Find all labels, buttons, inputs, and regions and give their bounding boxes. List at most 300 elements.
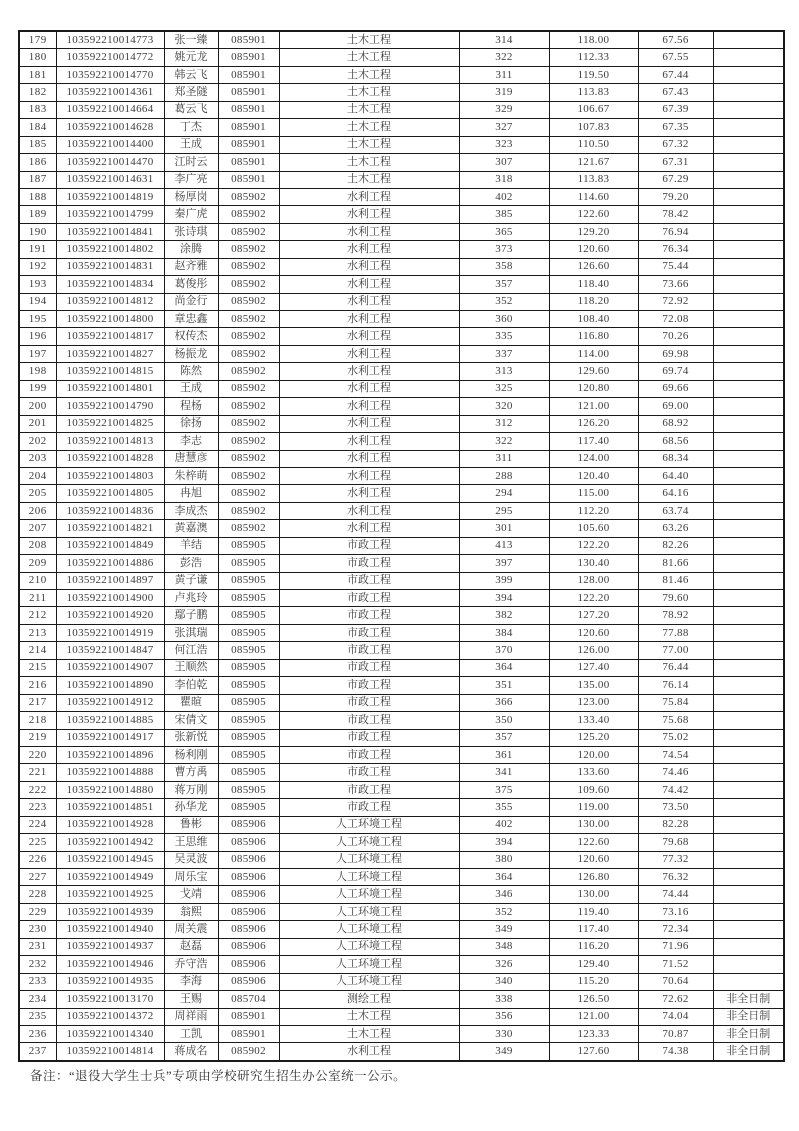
cell-note — [713, 119, 784, 136]
cell-initial-score: 341 — [459, 764, 549, 781]
cell-major-code: 085704 — [218, 991, 279, 1008]
cell-note — [713, 206, 784, 223]
cell-retest-score: 121.67 — [549, 154, 638, 171]
cell-retest-score: 115.20 — [549, 973, 638, 990]
cell-note — [713, 712, 784, 729]
cell-total-score: 79.60 — [638, 590, 713, 607]
cell-initial-score: 356 — [459, 1008, 549, 1025]
cell-initial-score: 335 — [459, 328, 549, 345]
cell-major-name: 水利工程 — [279, 258, 459, 275]
cell-candidate-id: 103592210013170 — [56, 991, 164, 1008]
cell-total-score: 71.52 — [638, 956, 713, 973]
cell-major-name: 土木工程 — [279, 66, 459, 83]
cell-no: 220 — [19, 746, 56, 763]
cell-major-name: 人工环境工程 — [279, 903, 459, 920]
cell-total-score: 76.32 — [638, 869, 713, 886]
cell-no: 224 — [19, 816, 56, 833]
cell-candidate-id: 103592210014812 — [56, 293, 164, 310]
cell-major-name: 市政工程 — [279, 729, 459, 746]
cell-candidate-id: 103592210014831 — [56, 258, 164, 275]
cell-total-score: 73.50 — [638, 799, 713, 816]
table-row — [19, 467, 784, 484]
cell-total-score: 76.44 — [638, 659, 713, 676]
cell-retest-score: 135.00 — [549, 677, 638, 694]
cell-note — [713, 241, 784, 258]
cell-initial-score: 397 — [459, 555, 549, 572]
cell-note — [713, 49, 784, 66]
table-row — [19, 520, 784, 537]
table-row — [19, 921, 784, 938]
cell-name: 韩云飞 — [164, 66, 218, 83]
cell-major-code: 085901 — [218, 101, 279, 118]
cell-note — [713, 520, 784, 537]
cell-note — [713, 869, 784, 886]
cell-major-code: 085906 — [218, 816, 279, 833]
cell-major-name: 土木工程 — [279, 136, 459, 153]
cell-note — [713, 101, 784, 118]
cell-name: 权传杰 — [164, 328, 218, 345]
cell-name: 李伯乾 — [164, 677, 218, 694]
cell-no: 181 — [19, 66, 56, 83]
table-row — [19, 328, 784, 345]
cell-major-name: 人工环境工程 — [279, 851, 459, 868]
cell-major-code: 085906 — [218, 973, 279, 990]
cell-candidate-id: 103592210014841 — [56, 223, 164, 240]
cell-initial-score: 288 — [459, 467, 549, 484]
cell-name: 葛俊彤 — [164, 276, 218, 293]
cell-retest-score: 130.00 — [549, 886, 638, 903]
cell-candidate-id: 103592210014664 — [56, 101, 164, 118]
cell-retest-score: 130.00 — [549, 816, 638, 833]
cell-note — [713, 433, 784, 450]
cell-total-score: 82.28 — [638, 816, 713, 833]
cell-name: 张一臻 — [164, 31, 218, 49]
cell-major-code: 085905 — [218, 746, 279, 763]
cell-candidate-id: 103592210014937 — [56, 938, 164, 955]
cell-total-score: 81.46 — [638, 572, 713, 589]
cell-initial-score: 311 — [459, 66, 549, 83]
cell-candidate-id: 103592210014836 — [56, 502, 164, 519]
cell-major-code: 085902 — [218, 520, 279, 537]
cell-major-name: 水利工程 — [279, 467, 459, 484]
cell-name: 赵磊 — [164, 938, 218, 955]
cell-retest-score: 119.00 — [549, 799, 638, 816]
cell-no: 229 — [19, 903, 56, 920]
cell-note — [713, 171, 784, 188]
cell-total-score: 67.35 — [638, 119, 713, 136]
cell-major-code: 085902 — [218, 502, 279, 519]
table-row — [19, 938, 784, 955]
table-row — [19, 485, 784, 502]
cell-initial-score: 399 — [459, 572, 549, 589]
cell-major-name: 水利工程 — [279, 380, 459, 397]
table-row — [19, 555, 784, 572]
cell-major-code: 085901 — [218, 119, 279, 136]
cell-name: 张新悦 — [164, 729, 218, 746]
cell-no: 206 — [19, 502, 56, 519]
cell-initial-score: 382 — [459, 607, 549, 624]
cell-major-code: 085902 — [218, 328, 279, 345]
cell-initial-score: 314 — [459, 31, 549, 49]
cell-name: 郑圣隧 — [164, 84, 218, 101]
cell-major-name: 测绘工程 — [279, 991, 459, 1008]
cell-no: 201 — [19, 415, 56, 432]
cell-total-score: 79.68 — [638, 834, 713, 851]
cell-major-code: 085906 — [218, 886, 279, 903]
cell-no: 236 — [19, 1025, 56, 1042]
cell-no: 188 — [19, 188, 56, 205]
cell-major-name: 水利工程 — [279, 363, 459, 380]
cell-no: 192 — [19, 258, 56, 275]
cell-name: 鲁彬 — [164, 816, 218, 833]
cell-note — [713, 223, 784, 240]
cell-major-name: 土木工程 — [279, 49, 459, 66]
cell-major-code: 085905 — [218, 659, 279, 676]
cell-major-code: 085902 — [218, 188, 279, 205]
cell-name: 蒋万刚 — [164, 781, 218, 798]
cell-name: 杨利刚 — [164, 746, 218, 763]
cell-major-code: 085902 — [218, 223, 279, 240]
cell-note — [713, 851, 784, 868]
cell-note — [713, 816, 784, 833]
cell-retest-score: 126.00 — [549, 642, 638, 659]
table-row — [19, 1043, 784, 1061]
cell-initial-score: 364 — [459, 659, 549, 676]
cell-no: 196 — [19, 328, 56, 345]
cell-initial-score: 313 — [459, 363, 549, 380]
table-row — [19, 851, 784, 868]
cell-no: 212 — [19, 607, 56, 624]
cell-note — [713, 921, 784, 938]
cell-initial-score: 346 — [459, 886, 549, 903]
cell-initial-score: 327 — [459, 119, 549, 136]
cell-major-name: 土木工程 — [279, 31, 459, 49]
cell-note — [713, 694, 784, 711]
cell-initial-score: 402 — [459, 816, 549, 833]
cell-initial-score: 340 — [459, 973, 549, 990]
cell-initial-score: 319 — [459, 84, 549, 101]
cell-major-code: 085902 — [218, 258, 279, 275]
cell-candidate-id: 103592210014939 — [56, 903, 164, 920]
cell-major-code: 085905 — [218, 555, 279, 572]
cell-major-name: 水利工程 — [279, 328, 459, 345]
cell-name: 王思维 — [164, 834, 218, 851]
cell-name: 戈靖 — [164, 886, 218, 903]
cell-name: 孙华龙 — [164, 799, 218, 816]
cell-candidate-id: 103592210014801 — [56, 380, 164, 397]
cell-name: 李志 — [164, 433, 218, 450]
cell-initial-score: 351 — [459, 677, 549, 694]
cell-no: 195 — [19, 311, 56, 328]
table-row — [19, 433, 784, 450]
cell-note — [713, 555, 784, 572]
cell-name: 唐慧彦 — [164, 450, 218, 467]
cell-major-name: 市政工程 — [279, 799, 459, 816]
cell-candidate-id: 103592210014919 — [56, 624, 164, 641]
cell-major-name: 人工环境工程 — [279, 921, 459, 938]
cell-retest-score: 122.20 — [549, 590, 638, 607]
admission-results-table — [18, 30, 785, 1062]
cell-initial-score: 385 — [459, 206, 549, 223]
cell-candidate-id: 103592210014361 — [56, 84, 164, 101]
table-row — [19, 119, 784, 136]
cell-note — [713, 502, 784, 519]
cell-major-code: 085905 — [218, 607, 279, 624]
cell-candidate-id: 103592210014949 — [56, 869, 164, 886]
table-row — [19, 363, 784, 380]
table-row — [19, 799, 784, 816]
remark-note: 备注：“退役大学生士兵”专项由学校研究生招生办公室统一公示。 — [30, 1069, 407, 1083]
cell-initial-score: 322 — [459, 433, 549, 450]
cell-retest-score: 106.67 — [549, 101, 638, 118]
cell-name: 尚金行 — [164, 293, 218, 310]
cell-total-score: 76.34 — [638, 241, 713, 258]
cell-retest-score: 122.60 — [549, 834, 638, 851]
table-row — [19, 746, 784, 763]
cell-note — [713, 537, 784, 554]
cell-major-name: 水利工程 — [279, 415, 459, 432]
cell-candidate-id: 103592210014815 — [56, 363, 164, 380]
cell-candidate-id: 103592210014912 — [56, 694, 164, 711]
cell-name: 羊结 — [164, 537, 218, 554]
cell-major-code: 085902 — [218, 467, 279, 484]
cell-major-code: 085902 — [218, 363, 279, 380]
cell-initial-score: 349 — [459, 921, 549, 938]
cell-total-score: 75.02 — [638, 729, 713, 746]
cell-retest-score: 117.40 — [549, 433, 638, 450]
cell-note — [713, 154, 784, 171]
cell-name: 王赐 — [164, 991, 218, 1008]
table-row — [19, 345, 784, 362]
cell-major-code: 085902 — [218, 206, 279, 223]
table-row — [19, 537, 784, 554]
table-row — [19, 607, 784, 624]
cell-initial-score: 355 — [459, 799, 549, 816]
cell-retest-score: 110.50 — [549, 136, 638, 153]
cell-note: 非全日制 — [713, 1008, 784, 1025]
cell-candidate-id: 103592210014917 — [56, 729, 164, 746]
cell-total-score: 78.42 — [638, 206, 713, 223]
cell-note: 非全日制 — [713, 1043, 784, 1061]
cell-initial-score: 394 — [459, 590, 549, 607]
cell-candidate-id: 103592210014400 — [56, 136, 164, 153]
cell-name: 李海 — [164, 973, 218, 990]
cell-no: 228 — [19, 886, 56, 903]
cell-candidate-id: 103592210014920 — [56, 607, 164, 624]
cell-major-name: 市政工程 — [279, 764, 459, 781]
cell-major-code: 085905 — [218, 694, 279, 711]
cell-no: 232 — [19, 956, 56, 973]
cell-major-name: 水利工程 — [279, 433, 459, 450]
cell-no: 194 — [19, 293, 56, 310]
cell-initial-score: 384 — [459, 624, 549, 641]
cell-retest-score: 120.00 — [549, 746, 638, 763]
cell-total-score: 64.16 — [638, 485, 713, 502]
cell-major-name: 水利工程 — [279, 398, 459, 415]
cell-name: 江时云 — [164, 154, 218, 171]
cell-major-name: 水利工程 — [279, 276, 459, 293]
table-row — [19, 450, 784, 467]
cell-no: 231 — [19, 938, 56, 955]
cell-retest-score: 121.00 — [549, 1008, 638, 1025]
cell-note — [713, 590, 784, 607]
cell-retest-score: 122.60 — [549, 206, 638, 223]
cell-major-code: 085905 — [218, 642, 279, 659]
cell-no: 223 — [19, 799, 56, 816]
cell-major-code: 085902 — [218, 450, 279, 467]
cell-candidate-id: 103592210014631 — [56, 171, 164, 188]
cell-retest-score: 118.20 — [549, 293, 638, 310]
table-row — [19, 886, 784, 903]
cell-major-code: 085905 — [218, 590, 279, 607]
cell-no: 179 — [19, 31, 56, 49]
cell-candidate-id: 103592210014825 — [56, 415, 164, 432]
cell-retest-score: 121.00 — [549, 398, 638, 415]
cell-major-name: 水利工程 — [279, 345, 459, 362]
cell-initial-score: 402 — [459, 188, 549, 205]
cell-major-code: 085902 — [218, 1043, 279, 1061]
cell-candidate-id: 103592210014803 — [56, 467, 164, 484]
cell-total-score: 67.31 — [638, 154, 713, 171]
cell-no: 216 — [19, 677, 56, 694]
cell-no: 208 — [19, 537, 56, 554]
cell-name: 王成 — [164, 136, 218, 153]
cell-major-code: 085905 — [218, 729, 279, 746]
cell-major-name: 水利工程 — [279, 206, 459, 223]
cell-candidate-id: 103592210014945 — [56, 851, 164, 868]
cell-name: 王顺然 — [164, 659, 218, 676]
cell-no: 233 — [19, 973, 56, 990]
cell-major-code: 085902 — [218, 276, 279, 293]
cell-name: 黄嘉澳 — [164, 520, 218, 537]
cell-candidate-id: 103592210014770 — [56, 66, 164, 83]
cell-note — [713, 467, 784, 484]
table-row — [19, 31, 784, 49]
cell-total-score: 63.74 — [638, 502, 713, 519]
cell-retest-score: 122.20 — [549, 537, 638, 554]
cell-total-score: 69.98 — [638, 345, 713, 362]
cell-major-name: 市政工程 — [279, 694, 459, 711]
cell-total-score: 74.04 — [638, 1008, 713, 1025]
cell-name: 何江浩 — [164, 642, 218, 659]
cell-name: 吴灵波 — [164, 851, 218, 868]
cell-total-score: 77.00 — [638, 642, 713, 659]
cell-no: 225 — [19, 834, 56, 851]
cell-name: 周乐宝 — [164, 869, 218, 886]
cell-note — [713, 450, 784, 467]
cell-no: 230 — [19, 921, 56, 938]
cell-major-name: 人工环境工程 — [279, 816, 459, 833]
cell-initial-score: 352 — [459, 903, 549, 920]
cell-total-score: 64.40 — [638, 467, 713, 484]
cell-retest-score: 133.60 — [549, 764, 638, 781]
cell-total-score: 74.54 — [638, 746, 713, 763]
cell-retest-score: 123.33 — [549, 1025, 638, 1042]
table-row — [19, 223, 784, 240]
cell-initial-score: 295 — [459, 502, 549, 519]
cell-major-name: 市政工程 — [279, 712, 459, 729]
cell-retest-score: 129.60 — [549, 363, 638, 380]
cell-total-score: 69.74 — [638, 363, 713, 380]
cell-candidate-id: 103592210014628 — [56, 119, 164, 136]
table-row — [19, 624, 784, 641]
cell-note — [713, 746, 784, 763]
cell-major-name: 市政工程 — [279, 677, 459, 694]
cell-major-code: 085902 — [218, 433, 279, 450]
cell-note — [713, 572, 784, 589]
cell-total-score: 76.94 — [638, 223, 713, 240]
table-row — [19, 903, 784, 920]
cell-no: 226 — [19, 851, 56, 868]
table-row — [19, 816, 784, 833]
cell-major-code: 085906 — [218, 869, 279, 886]
cell-candidate-id: 103592210014847 — [56, 642, 164, 659]
cell-name: 蒋成名 — [164, 1043, 218, 1061]
cell-major-name: 水利工程 — [279, 502, 459, 519]
cell-name: 周关震 — [164, 921, 218, 938]
cell-major-code: 085905 — [218, 764, 279, 781]
cell-no: 205 — [19, 485, 56, 502]
cell-no: 218 — [19, 712, 56, 729]
cell-name: 张淇瑞 — [164, 624, 218, 641]
table-row — [19, 66, 784, 83]
table-row — [19, 764, 784, 781]
cell-note — [713, 834, 784, 851]
cell-candidate-id: 103592210014773 — [56, 31, 164, 49]
cell-major-name: 市政工程 — [279, 590, 459, 607]
cell-retest-score: 116.80 — [549, 328, 638, 345]
cell-note — [713, 363, 784, 380]
cell-note — [713, 328, 784, 345]
cell-candidate-id: 103592210014372 — [56, 1008, 164, 1025]
cell-total-score: 67.56 — [638, 31, 713, 49]
cell-note — [713, 415, 784, 432]
cell-major-code: 085902 — [218, 345, 279, 362]
table-row — [19, 781, 784, 798]
cell-initial-score: 380 — [459, 851, 549, 868]
cell-candidate-id: 103592210014942 — [56, 834, 164, 851]
cell-no: 227 — [19, 869, 56, 886]
table-row — [19, 293, 784, 310]
cell-candidate-id: 103592210014880 — [56, 781, 164, 798]
cell-note — [713, 258, 784, 275]
cell-initial-score: 375 — [459, 781, 549, 798]
cell-total-score: 70.26 — [638, 328, 713, 345]
cell-candidate-id: 103592210014814 — [56, 1043, 164, 1061]
cell-retest-score: 128.00 — [549, 572, 638, 589]
cell-retest-score: 119.40 — [549, 903, 638, 920]
cell-name: 徐扬 — [164, 415, 218, 432]
cell-initial-score: 320 — [459, 398, 549, 415]
cell-note: 非全日制 — [713, 991, 784, 1008]
cell-name: 王成 — [164, 380, 218, 397]
cell-candidate-id: 103592210014885 — [56, 712, 164, 729]
cell-major-name: 水利工程 — [279, 1043, 459, 1061]
table-row — [19, 241, 784, 258]
cell-name: 乔守浩 — [164, 956, 218, 973]
cell-major-name: 水利工程 — [279, 293, 459, 310]
table-row — [19, 694, 784, 711]
table-row — [19, 415, 784, 432]
cell-candidate-id: 103592210014802 — [56, 241, 164, 258]
cell-initial-score: 329 — [459, 101, 549, 118]
cell-major-code: 085906 — [218, 903, 279, 920]
cell-no: 183 — [19, 101, 56, 118]
cell-major-code: 085901 — [218, 84, 279, 101]
cell-note — [713, 293, 784, 310]
cell-initial-score: 323 — [459, 136, 549, 153]
cell-note — [713, 799, 784, 816]
